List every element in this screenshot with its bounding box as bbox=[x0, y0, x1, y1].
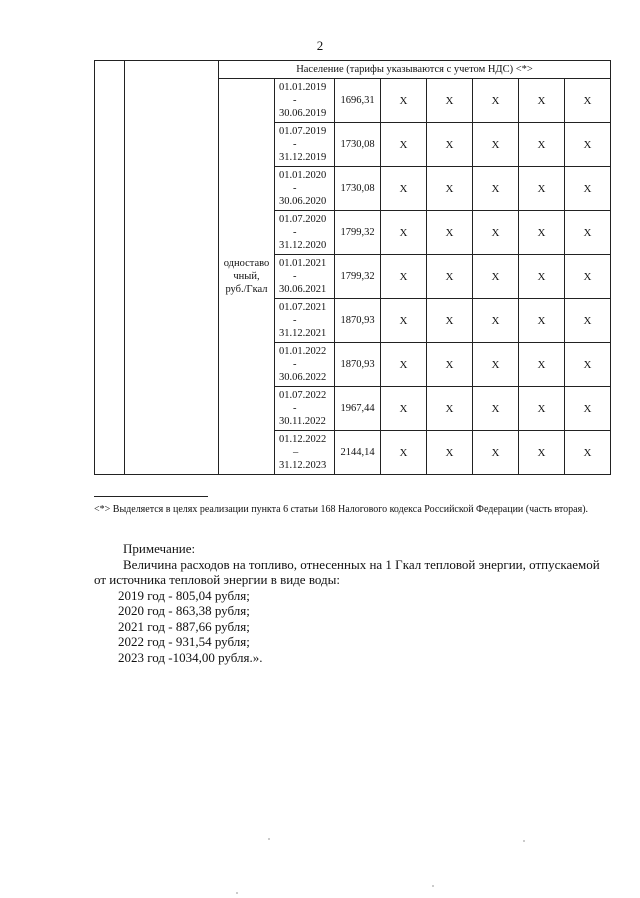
blank-col-2 bbox=[125, 61, 219, 475]
x-mark: X bbox=[473, 123, 519, 167]
x-mark: X bbox=[381, 79, 427, 123]
period-cell bbox=[275, 79, 335, 123]
year-list bbox=[94, 588, 614, 666]
note-heading: Примечание: bbox=[123, 541, 196, 556]
period-cell bbox=[275, 123, 335, 167]
x-mark: X bbox=[381, 167, 427, 211]
period-sep: – bbox=[293, 447, 299, 458]
x-mark: X bbox=[427, 167, 473, 211]
tariff-value: 1870,93 bbox=[335, 343, 381, 387]
period-cell bbox=[275, 167, 335, 211]
period-sep: - bbox=[293, 359, 297, 370]
section-header: Население (тарифы указываются с учетом НДС) <*> bbox=[219, 61, 611, 79]
x-mark: X bbox=[381, 343, 427, 387]
x-mark: X bbox=[565, 387, 611, 431]
x-mark: X bbox=[565, 211, 611, 255]
period-end: 30.06.2020 bbox=[279, 196, 327, 207]
period-start: 01.01.2019 bbox=[279, 82, 327, 93]
period-cell bbox=[275, 211, 335, 255]
x-mark: X bbox=[427, 211, 473, 255]
x-mark: X bbox=[473, 79, 519, 123]
scan-speck bbox=[523, 840, 525, 842]
period-sep: - bbox=[293, 139, 297, 150]
period-start: 01.07.2019 bbox=[279, 126, 327, 137]
x-mark: X bbox=[565, 299, 611, 343]
x-mark: X bbox=[381, 431, 427, 475]
tariff-table bbox=[94, 60, 611, 475]
year-line: 2020 год - 863,38 рубля; bbox=[118, 603, 250, 618]
x-mark: X bbox=[565, 123, 611, 167]
period-end: 30.11.2022 bbox=[279, 416, 326, 427]
period-sep: - bbox=[293, 95, 297, 106]
tariff-value: 1730,08 bbox=[335, 167, 381, 211]
period-cell bbox=[275, 431, 335, 475]
period-cell bbox=[275, 255, 335, 299]
period-end: 30.06.2022 bbox=[279, 372, 327, 383]
x-mark: X bbox=[427, 387, 473, 431]
period-cell bbox=[275, 387, 335, 431]
x-mark: X bbox=[473, 387, 519, 431]
x-mark: X bbox=[473, 255, 519, 299]
tariff-value: 1967,44 bbox=[335, 387, 381, 431]
x-mark: X bbox=[519, 211, 565, 255]
scan-speck bbox=[236, 892, 238, 894]
footnote-divider bbox=[94, 496, 208, 497]
x-mark: X bbox=[565, 431, 611, 475]
x-mark: X bbox=[381, 123, 427, 167]
year-line: 2022 год - 931,54 рубля; bbox=[118, 634, 250, 649]
x-mark: X bbox=[565, 255, 611, 299]
x-mark: X bbox=[381, 255, 427, 299]
period-end: 31.12.2023 bbox=[279, 460, 327, 471]
x-mark: X bbox=[565, 343, 611, 387]
tariff-value: 1696,31 bbox=[335, 79, 381, 123]
period-start: 01.07.2021 bbox=[279, 302, 327, 313]
x-mark: X bbox=[519, 299, 565, 343]
unit-line: чный, bbox=[233, 271, 260, 282]
period-start: 01.01.2022 bbox=[279, 346, 327, 357]
period-cell bbox=[275, 299, 335, 343]
table-body bbox=[95, 61, 611, 475]
year-line: 2021 год - 887,66 рубля; bbox=[118, 618, 250, 634]
x-mark: X bbox=[565, 167, 611, 211]
period-sep: - bbox=[293, 403, 297, 414]
x-mark: X bbox=[519, 79, 565, 123]
tariff-value: 1799,32 bbox=[335, 255, 381, 299]
period-end: 30.06.2019 bbox=[279, 108, 327, 119]
footnote: <*> Выделяется в целях реализации пункта 6 статьи 168 Налогового кодекса Российской Федерации (часть вторая). bbox=[94, 504, 589, 515]
x-mark: X bbox=[473, 299, 519, 343]
x-mark: X bbox=[473, 431, 519, 475]
period-end: 31.12.2021 bbox=[279, 328, 327, 339]
x-mark: X bbox=[427, 79, 473, 123]
period-start: 01.07.2020 bbox=[279, 214, 327, 225]
x-mark: X bbox=[427, 299, 473, 343]
section-header-row bbox=[95, 61, 611, 79]
x-mark: X bbox=[473, 167, 519, 211]
x-mark: X bbox=[381, 211, 427, 255]
period-sep: - bbox=[293, 183, 297, 194]
period-end: 31.12.2020 bbox=[279, 240, 327, 251]
x-mark: X bbox=[473, 343, 519, 387]
x-mark: X bbox=[381, 387, 427, 431]
blank-col-1 bbox=[95, 61, 125, 475]
period-sep: - bbox=[293, 271, 297, 282]
tariff-value: 1799,32 bbox=[335, 211, 381, 255]
page-number: 2 bbox=[316, 38, 324, 53]
period-sep: - bbox=[293, 227, 297, 238]
x-mark: X bbox=[519, 167, 565, 211]
period-end: 31.12.2019 bbox=[279, 152, 327, 163]
year-line: 2019 год - 805,04 рубля; bbox=[118, 587, 250, 603]
x-mark: X bbox=[381, 299, 427, 343]
period-end: 30.06.2021 bbox=[279, 284, 327, 295]
x-mark: X bbox=[519, 387, 565, 431]
x-mark: X bbox=[473, 211, 519, 255]
scan-speck bbox=[268, 838, 270, 840]
note-block bbox=[94, 541, 614, 665]
period-start: 01.07.2022 bbox=[279, 390, 327, 401]
tariff-value: 2144,14 bbox=[335, 431, 381, 475]
period-start: 01.01.2020 bbox=[279, 170, 327, 181]
year-line: 2023 год -1034,00 рубля.». bbox=[118, 649, 263, 665]
period-start: 01.12.2022 bbox=[279, 434, 327, 445]
x-mark: X bbox=[519, 255, 565, 299]
tariff-value: 1870,93 bbox=[335, 299, 381, 343]
x-mark: X bbox=[519, 123, 565, 167]
x-mark: X bbox=[427, 255, 473, 299]
x-mark: X bbox=[427, 431, 473, 475]
tariff-value: 1730,08 bbox=[335, 123, 381, 167]
x-mark: X bbox=[427, 343, 473, 387]
period-cell bbox=[275, 343, 335, 387]
unit-cell bbox=[219, 79, 275, 475]
note-body: Величина расходов на топливо, отнесенных на 1 Гкал тепловой энергии, отпускаемой от источника тепловой энергии в виде воды: bbox=[94, 556, 600, 587]
scan-speck bbox=[432, 885, 434, 887]
unit-line: одноставо bbox=[223, 258, 270, 269]
period-sep: - bbox=[293, 315, 297, 326]
period-start: 01.01.2021 bbox=[279, 258, 327, 269]
x-mark: X bbox=[427, 123, 473, 167]
x-mark: X bbox=[519, 343, 565, 387]
unit-line: руб./Гкал bbox=[225, 284, 268, 295]
x-mark: X bbox=[565, 79, 611, 123]
x-mark: X bbox=[519, 431, 565, 475]
